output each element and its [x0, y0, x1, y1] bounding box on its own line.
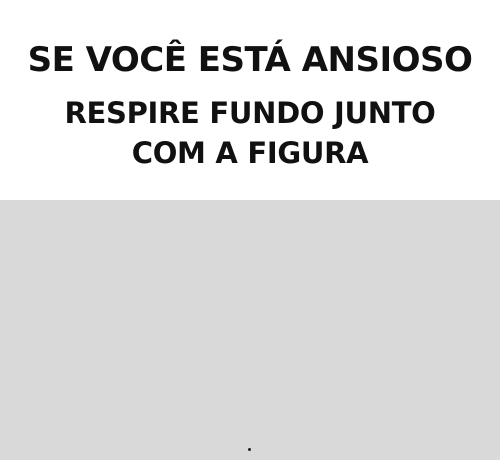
- breathing-dot: [248, 448, 251, 451]
- subline-line-2: COM A FIGURA: [131, 136, 369, 170]
- headline: SE VOCÊ ESTÁ ANSIOSO: [27, 40, 473, 80]
- subline-line-1: RESPIRE FUNDO JUNTO: [64, 96, 436, 130]
- caption-panel: [0, 0, 500, 200]
- breathing-figure-area: [0, 200, 500, 460]
